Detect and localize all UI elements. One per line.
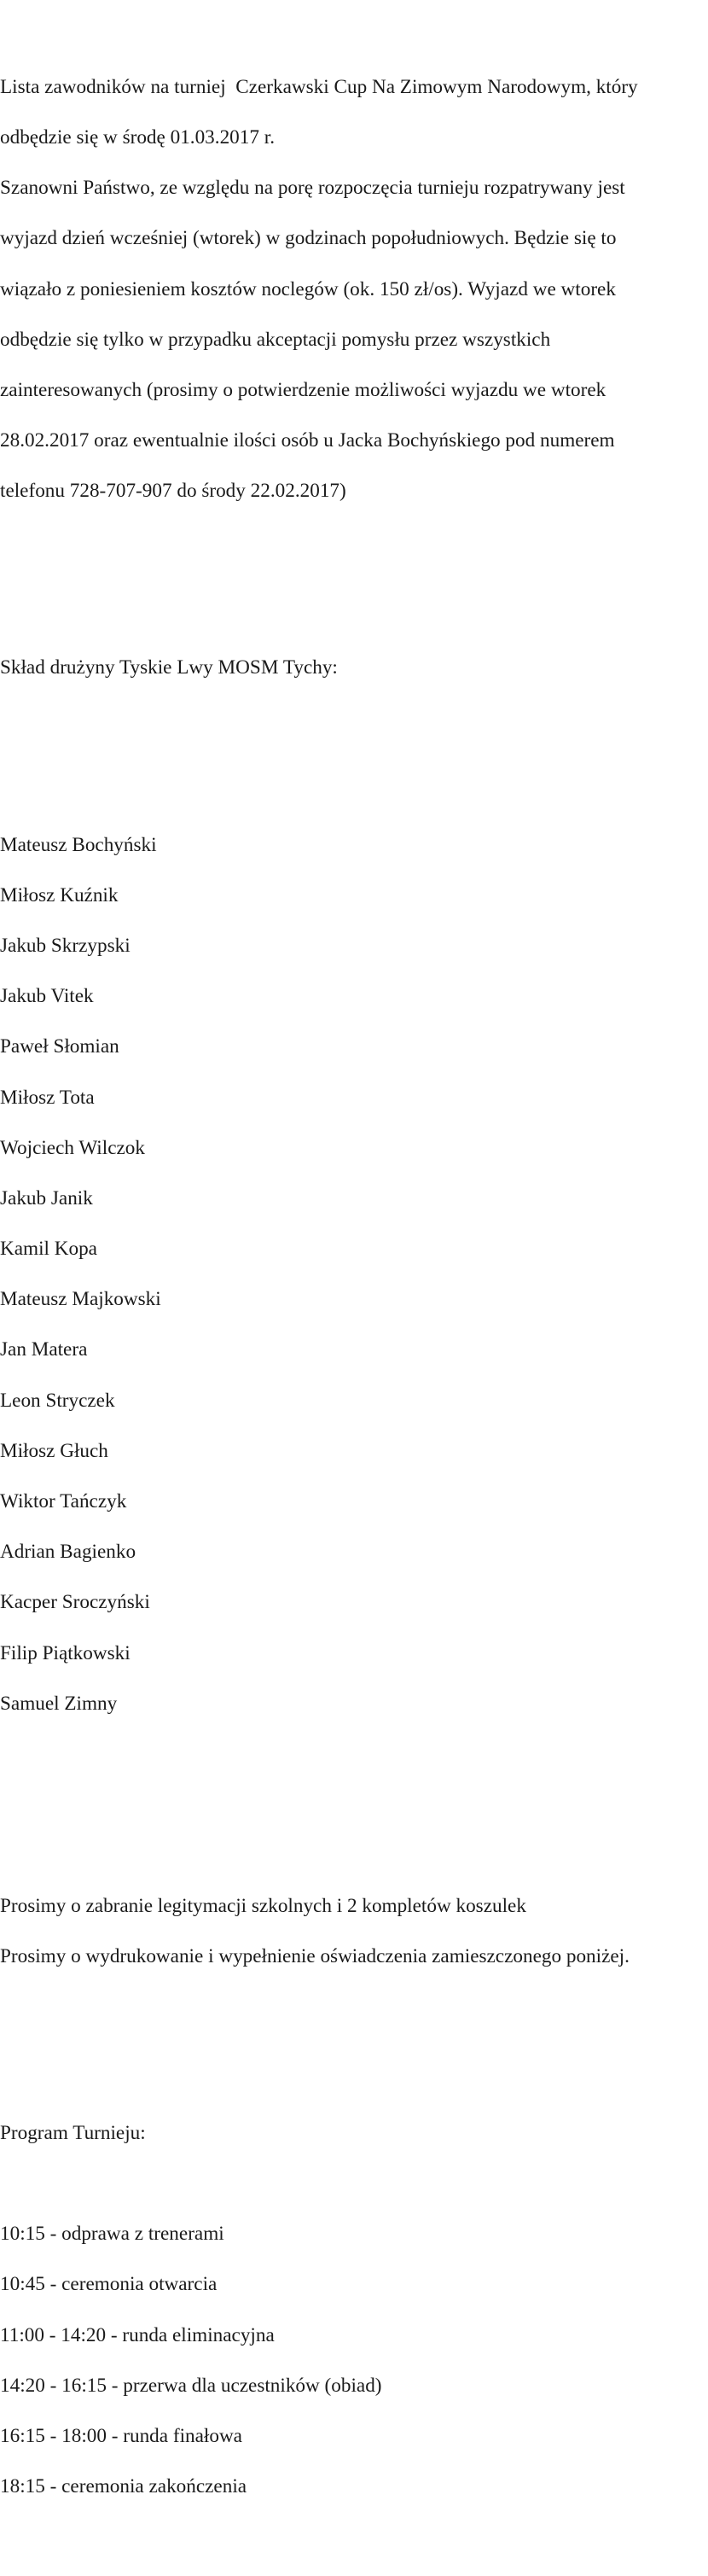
program-list bbox=[0, 2197, 708, 2526]
player-item: Wiktor Tańczyk bbox=[0, 1490, 127, 1513]
player-item: Mateusz Bochyński bbox=[0, 833, 157, 856]
player-item: Adrian Bagienko bbox=[0, 1541, 136, 1564]
player-item: Miłosz Kuźnik bbox=[0, 883, 119, 906]
intro-line: telefonu 728-707-907 do środy 22.02.2017) bbox=[0, 480, 346, 503]
player-item: Samuel Zimny bbox=[0, 1692, 118, 1715]
intro-line: wyjazd dzień wcześniej (wtorek) w godzinach popołudniowych. Będzie się to bbox=[0, 227, 617, 250]
player-item: Paweł Słomian bbox=[0, 1035, 119, 1058]
player-item: Miłosz Tota bbox=[0, 1086, 95, 1109]
blank-line bbox=[0, 1792, 708, 1818]
intro-line: Szanowni Państwo, ze względu na porę rozpoczęcia turnieju rozpatrywany jest bbox=[0, 177, 625, 200]
player-item: Jakub Skrzypski bbox=[0, 934, 131, 957]
player-item: Jakub Janik bbox=[0, 1186, 93, 1209]
program-item: 10:45 - ceremonia otwarcia bbox=[0, 2273, 218, 2296]
intro-line: Lista zawodników na turniej Czerkawski Cup Na Zimowym Narodowym, który bbox=[0, 75, 638, 98]
player-item: Jan Matera bbox=[0, 1338, 88, 1361]
player-list bbox=[0, 807, 708, 1742]
program-item: 14:20 - 16:15 - przerwa dla uczestników (obiad) bbox=[0, 2374, 382, 2397]
player-item: Miłosz Głuch bbox=[0, 1439, 108, 1462]
note-line: Prosimy o zabranie legitymacji szkolnych i 2 kompletów koszulek bbox=[0, 1894, 526, 1917]
program-item: 10:15 - odprawa z trenerami bbox=[0, 2223, 224, 2246]
program-heading: Program Turnieju: bbox=[0, 2121, 146, 2144]
program-item: 11:00 - 14:20 - runda eliminacyjna bbox=[0, 2323, 275, 2346]
player-item: Jakub Vitek bbox=[0, 985, 94, 1008]
program-item: 18:15 - ceremonia zakończenia bbox=[0, 2475, 247, 2498]
player-item: Mateusz Majkowski bbox=[0, 1288, 161, 1311]
intro-line: odbędzie się tylko w przypadku akceptacji pomysłu przez wszystkich bbox=[0, 328, 551, 351]
intro-line: wiązało z poniesieniem kosztów noclegów (ok. 150 zł/os). Wyjazd we wtorek bbox=[0, 277, 616, 300]
blank-line bbox=[0, 731, 708, 757]
player-item: Leon Stryczek bbox=[0, 1389, 115, 1412]
intro-paragraph bbox=[0, 50, 708, 529]
blank-line bbox=[0, 580, 708, 606]
player-item: Kamil Kopa bbox=[0, 1238, 97, 1261]
program-item: 16:15 - 18:00 - runda finałowa bbox=[0, 2425, 242, 2447]
intro-line: zainteresowanych (prosimy o potwierdzenie możliwości wyjazdu we wtorek bbox=[0, 378, 606, 401]
intro-line: odbędzie się w środę 01.03.2017 r. bbox=[0, 125, 275, 149]
player-item: Kacper Sroczyński bbox=[0, 1591, 150, 1614]
intro-line: 28.02.2017 oraz ewentualnie ilości osób u Jacka Bochyńskiego pod numerem bbox=[0, 429, 615, 452]
team-heading: Skład drużyny Tyskie Lwy MOSM Tychy: bbox=[0, 656, 338, 679]
note-line: Prosimy o wydrukowanie i wypełnienie oświadczenia zamieszczonego poniżej. bbox=[0, 1944, 630, 1967]
player-item: Filip Piątkowski bbox=[0, 1641, 131, 1664]
player-item: Wojciech Wilczok bbox=[0, 1136, 145, 1159]
notes-paragraph bbox=[0, 1868, 708, 1995]
blank-line bbox=[0, 2045, 708, 2071]
